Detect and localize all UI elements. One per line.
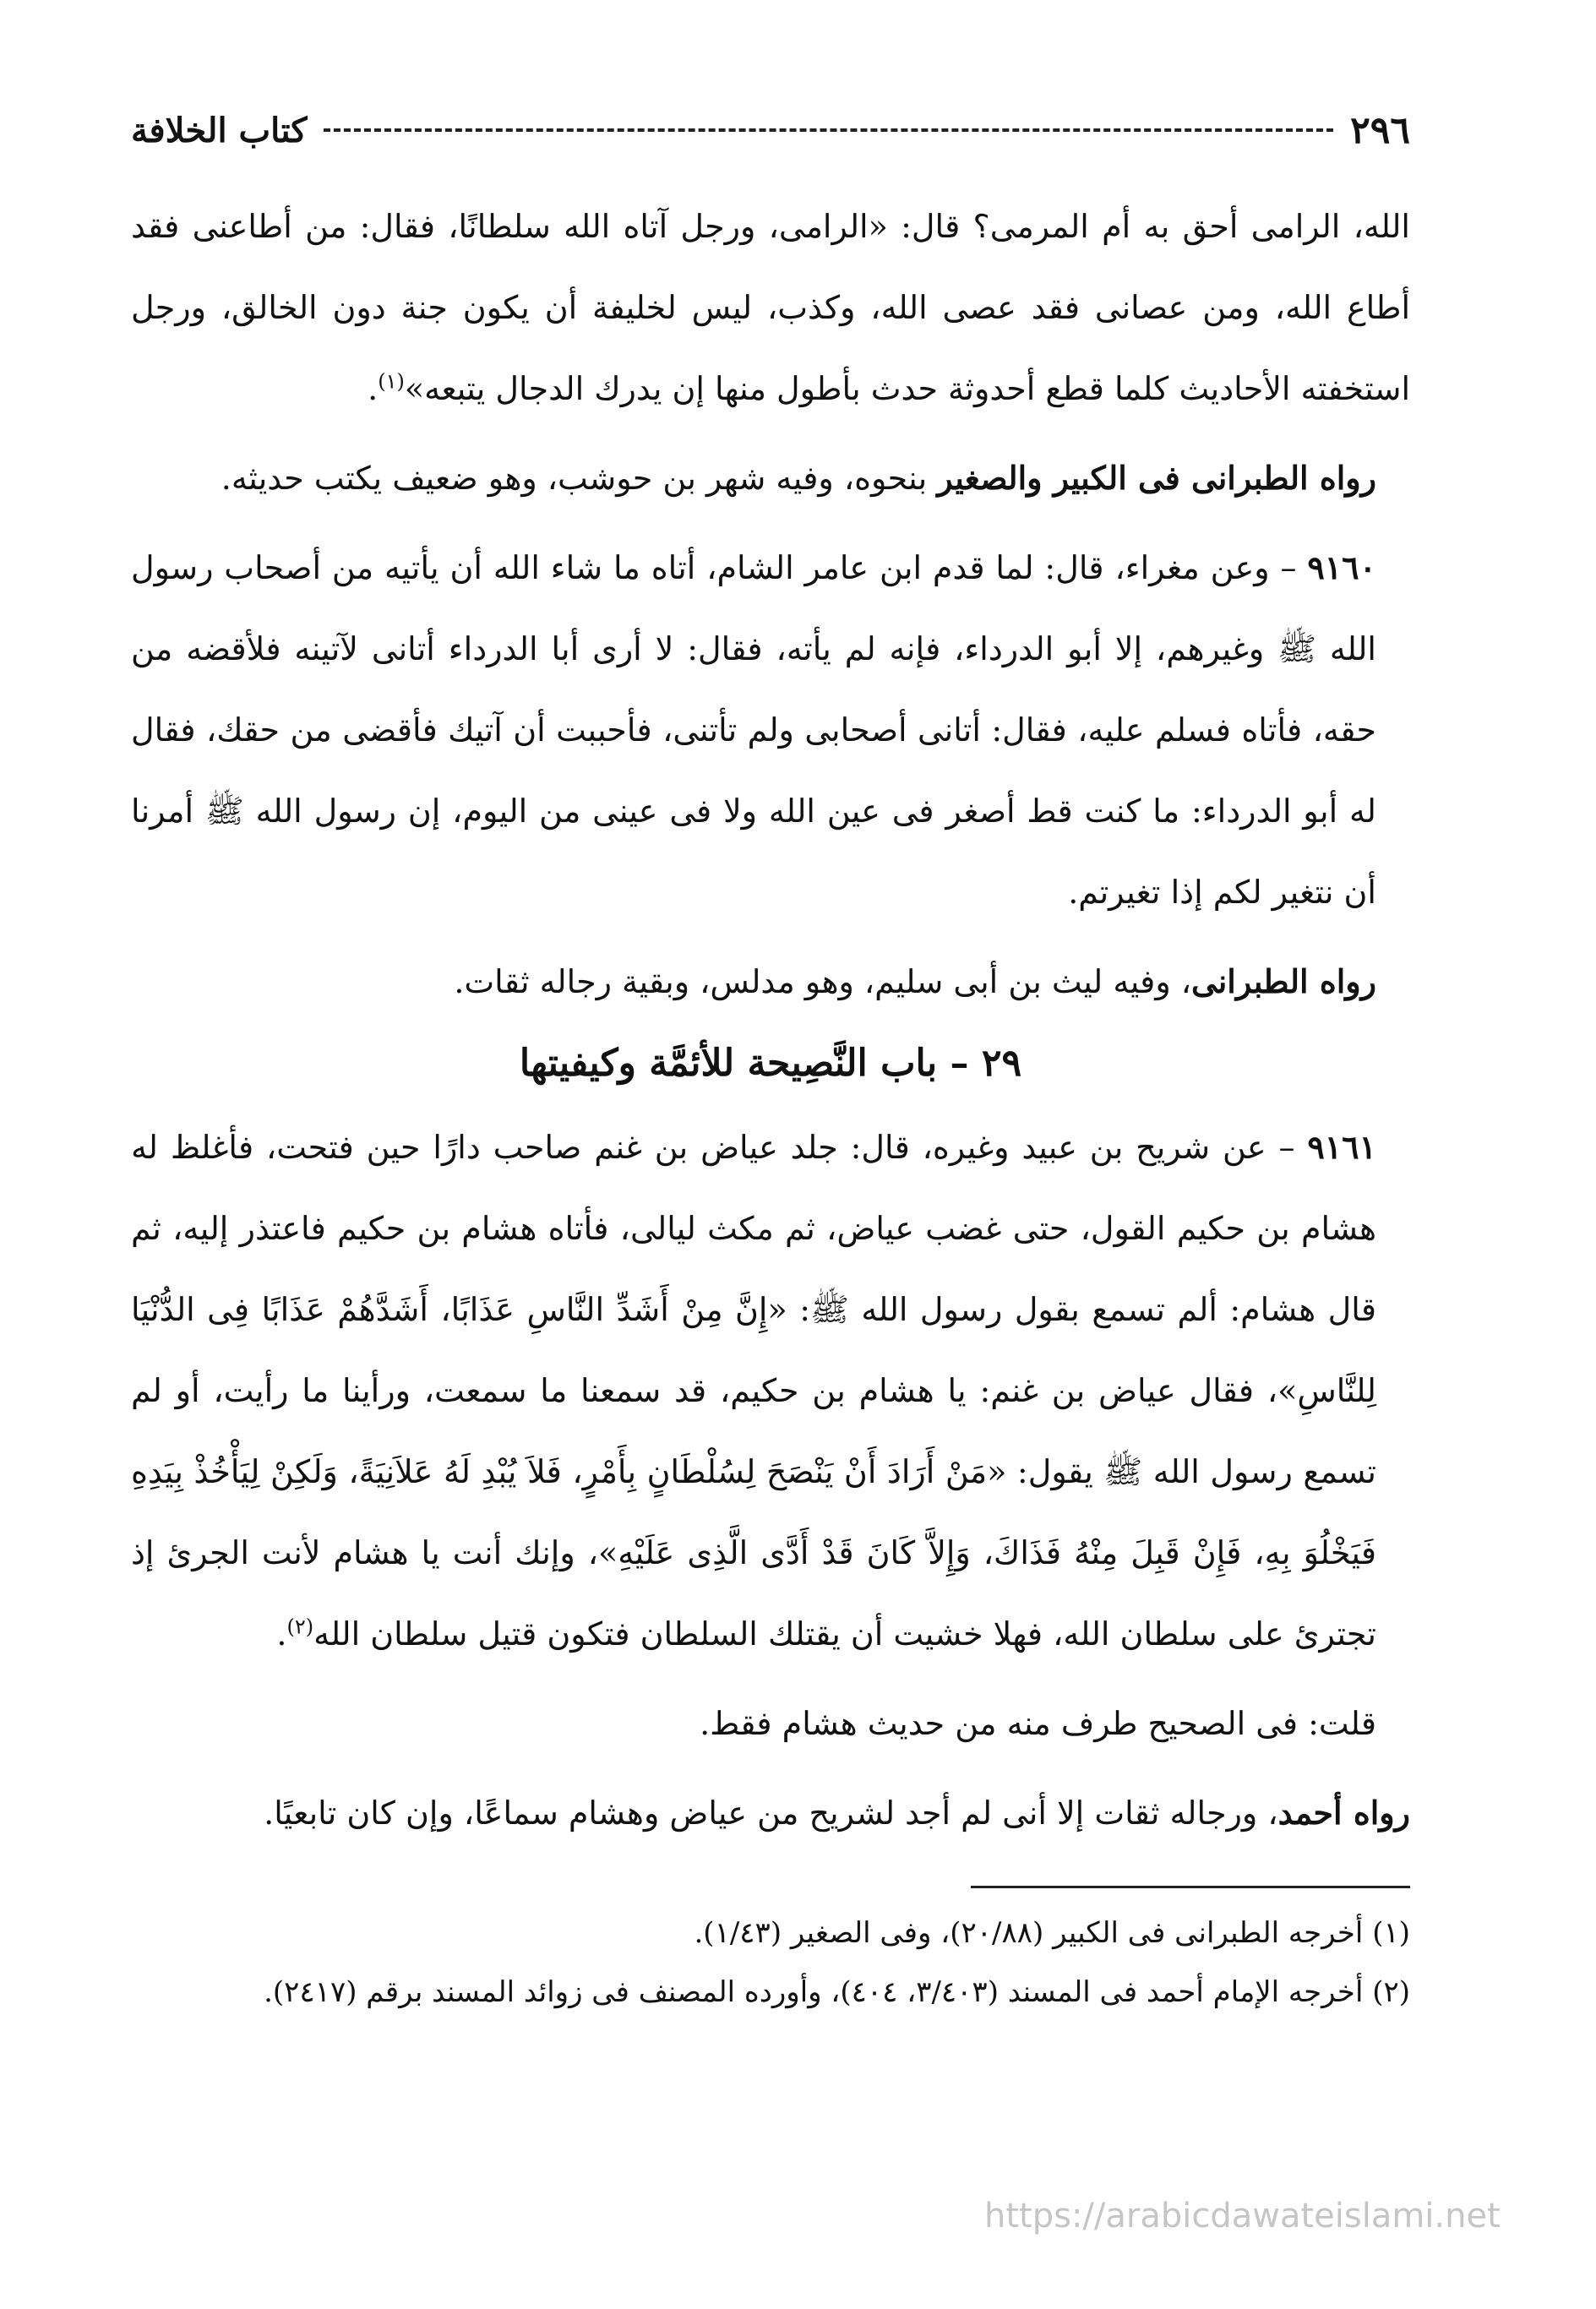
paragraph-source-note: [131, 1773, 1410, 1854]
prophetic-quote: «مَنْ أَرَادَ أَنْ يَنْصَحَ لِسُلْطَانٍ بِأَمْرٍ، فَلاَ يُبْدِ لَهُ عَلاَنِيَةً، وَلَكِنْ لِيَأْخُذْ بِيَدِهِ فَيَخْلُوَ بِهِ، فَإِنْ قَبِلَ مِنْهُ فَذَاكَ، وَإِلاَّ كَانَ قَدْ أَدَّى الَّذِى عَلَيْهِ»: [131, 1453, 1377, 1571]
footnotes: [131, 1903, 1410, 2022]
paragraph-hadith-continuation: [131, 186, 1410, 429]
paragraph-source-note: [131, 438, 1410, 519]
page-header: [131, 100, 1410, 161]
source-label: رواه الطبرانى: [1191, 962, 1376, 1000]
header-dashed-rule: [324, 128, 1333, 132]
paragraph-hadith-9160: [131, 527, 1410, 933]
book-title: كتاب الخلافة: [131, 110, 308, 150]
paragraph-end: .: [276, 1615, 287, 1653]
paragraph-text: ، فقال عياض بن غنم: يا هشام بن حكيم، قد سمعنا ما سمعت، ورأينا ما رأيت، أو لم تسمع رسول الله ﷺ يقول:: [131, 1372, 1376, 1490]
source-label: رواه الطبرانى فى الكبير والصغير: [937, 459, 1376, 497]
paragraph-text: ، وإنك أنت يا هشام لأنت الجرئ إذ تجترئ على سلطان الله، فهلا خشيت أن يقتلك السلطان فتكون قتيل سلطان الله: [131, 1534, 1376, 1653]
section-heading: ٢٩ – باب النَّصِيحة للأئمَّة وكيفيتها: [519, 1042, 1022, 1085]
hadith-number: ٩١٦١: [1307, 1128, 1376, 1166]
footnote-ref-1: (١): [378, 369, 405, 394]
paragraph-text: بنحوه، وفيه شهر بن حوشب، وهو ضعيف يكتب حديثه.: [221, 460, 938, 497]
watermark-url: https://arabicdawateislami.net: [984, 2197, 1501, 2235]
paragraph-text: – وعن مغراء، قال: لما قدم ابن عامر الشام، أتاه ما شاء الله أن يأتيه من أصحاب رسول الله ﷺ وغيرهم، إلا أبو الدرداء، فإنه لم يأته، فقال: لا أرى أبا الدرداء أتانى لآتينه فلأقضه من حقه، فأتاه فسلم عليه، فقال: أتانى أصحابى ولم تأتنى، فأحببت أن آتيك فأقضى من حقك، فقال له أبو الدرداء: ما كنت قط أصغر فى عين الله ولا فى عينى من اليوم، إن رسول الله ﷺ أمرنا أن نتغير لكم إذا تغيرتم.: [131, 549, 1376, 911]
footnote-ref-2: (٢): [286, 1615, 314, 1639]
paragraph-text: – عن شريح بن عبيد وغيره، قال: جلد عياض بن غنم صاحب دارًا حين فتحت، فأغلظ له هشام بن حكيم القول، حتى غضب عياض، ثم مكث ليالى، فأتاه هشام بن حكيم فاعتذر إليه، ثم قال هشام: ألم تسمع بقول رسول الله ﷺ:: [131, 1129, 1376, 1328]
footnote-separator: [971, 1886, 1410, 1888]
paragraph-text: ، وفيه ليث بن أبى سليم، وهو مدلس، وبقية رجاله ثقات.: [454, 963, 1192, 1000]
paragraph-end: .: [368, 370, 379, 407]
paragraph-hadith-9161: [131, 1107, 1410, 1675]
source-label: رواه أحمد: [1277, 1794, 1410, 1832]
paragraph-note: قلت: فى الصحيح طرف منه من حديث هشام فقط.: [700, 1705, 1376, 1742]
footnote-1: (١) أخرجه الطبرانى فى الكبير (٢٠/٨٨)، وفى الصغير (١/٤٣).: [694, 1916, 1410, 1950]
paragraph-source-note: [131, 941, 1410, 1022]
footnote-2: (٢) أخرجه الإمام أحمد فى المسند (٣/٤٠٣، ٤٠٤)، وأورده المصنف فى زوائد المسند برقم (٢٤١٧).: [264, 1975, 1410, 2009]
hadith-number: ٩١٦٠: [1307, 548, 1376, 586]
paragraph-text: الله، الرامى أحق به أم المرمى؟ قال: «الرامى، ورجل آتاه الله سلطانًا، فقال: من أطاعنى فقد أطاع الله، ومن عصانى فقد عصى الله، وكذب، ليس لخليفة أن يكون جنة دون الخالق، ورجل استخفته الأحاديث كلما قطع أحدوثة حدث بأطول منها إن يدرك الدجال يتبعه»: [131, 208, 1410, 407]
page-number: ٢٩٦: [1350, 108, 1410, 152]
body-text: [131, 186, 1410, 1854]
paragraph-text: ، ورجاله ثقات إلا أنى لم أجد لشريح من عياض وهشام سماعًا، وإن كان تابعيًا.: [264, 1794, 1278, 1832]
prophetic-quote: «إِنَّ مِنْ أَشَدِّ النَّاسِ عَذَابًا، أَشَدَّهُمْ عَذَابًا فِى الدُّنْيَا لِلنَّاسِ»: [131, 1291, 1376, 1409]
